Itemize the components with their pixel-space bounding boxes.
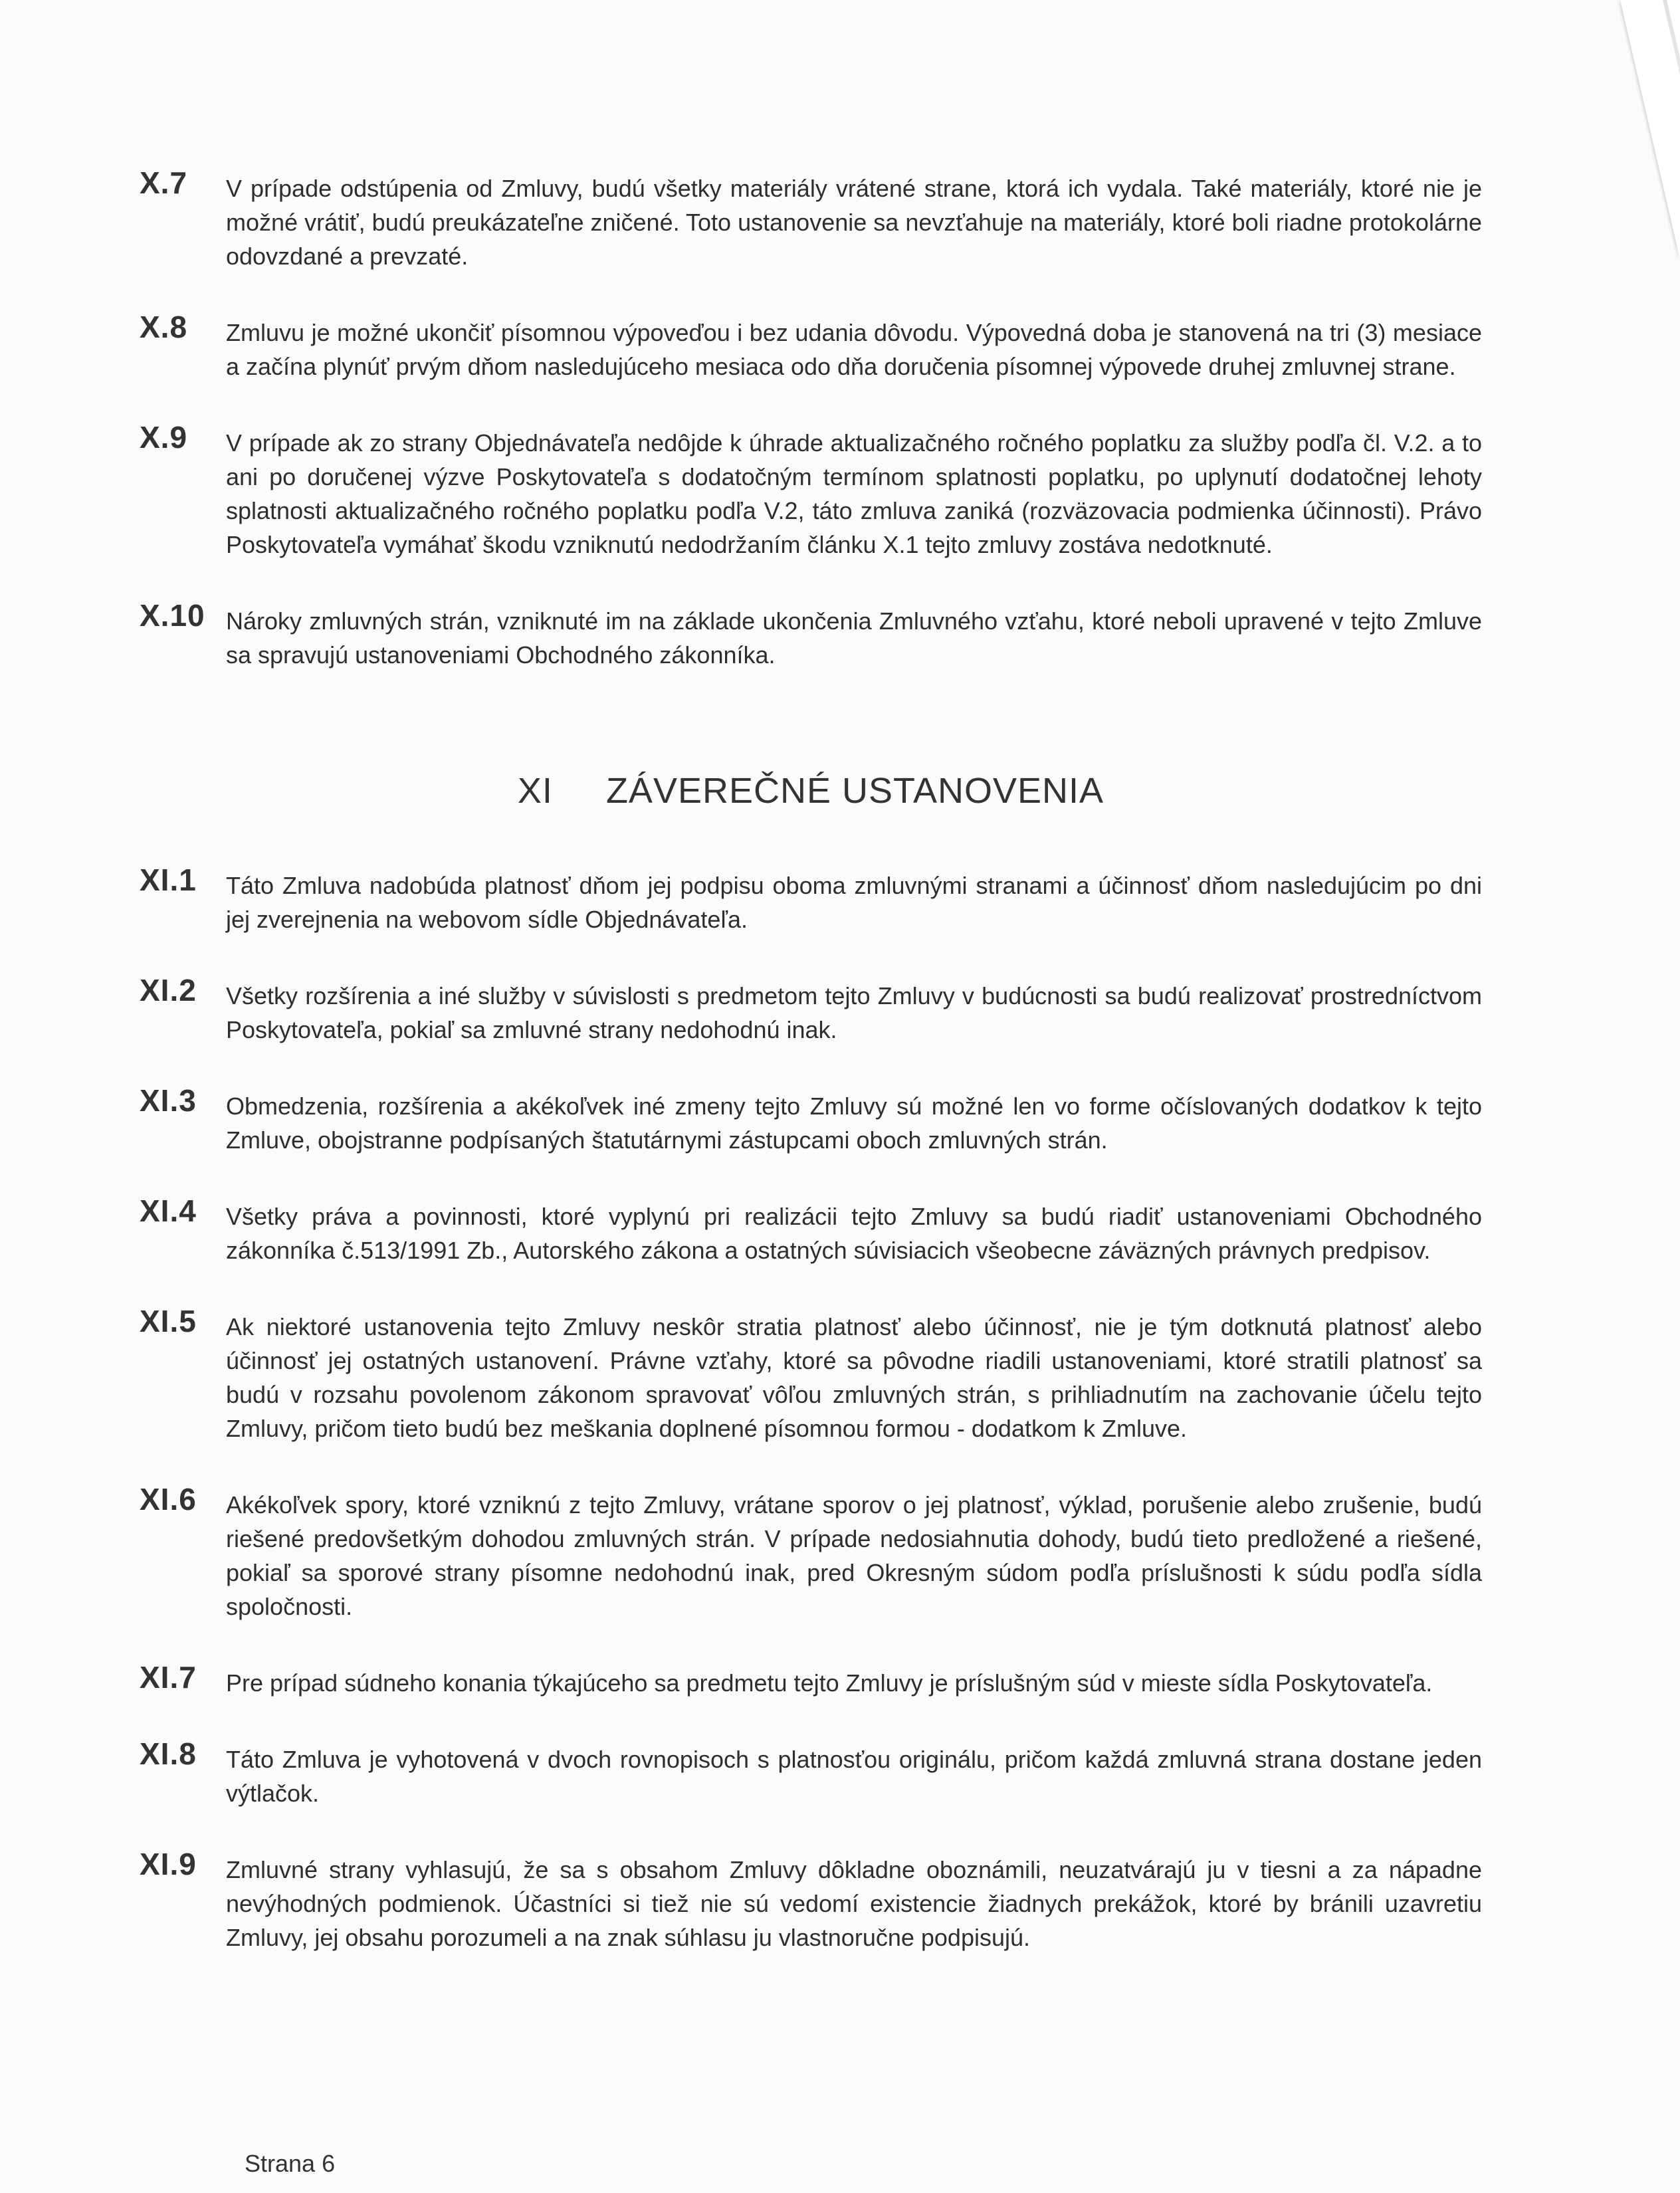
clause-text: Táto Zmluva je vyhotovená v dvoch rovnopisoch s platnosťou originálu, pričom každá zmluvná strana dostane jeden výtlačok. [226, 1746, 1482, 1807]
clause [140, 1482, 1482, 1623]
clause-text: Zmluvné strany vyhlasujú, že sa s obsahom Zmluvy dôkladne oboznámili, neuzatvárajú ju v tiesni a za nápadne nevýhodných podmienok. Účastníci si tiež nie sú vedomí existencie žiadnych prekážok, ktoré by bránili uzavretiu Zmluvy, jej obsahu porozumeli a na znak súhlasu ju vlastnoručne podpisujú. [226, 1856, 1482, 1951]
clause [140, 1847, 1482, 1954]
clause-number: XI.8 [140, 1736, 197, 1771]
clause-text: Všetky práva a povinnosti, ktoré vyplynú pri realizácii tejto Zmluvy sa budú riadiť ustanoveniami Obchodného zákonníka č.513/1991 Zb., Autorského zákona a ostatných súvisiacich všeobecne záväzných právnych predpisov. [226, 1203, 1482, 1264]
folded-corner [1620, 0, 1680, 259]
clause-text: Akékoľvek spory, ktoré vzniknú z tejto Zmluvy, vrátane sporov o jej platnosť, výklad, porušenie alebo zrušenie, budú riešené predovšetkým dohodou zmluvných strán. V prípade nedosiahnutia dohody, budú tieto predložené a riešené, pokiaľ sa sporové strany písomne nedohodnú inak, pred Okresným súdom podľa príslušnosti k súdu podľa sídla spoločnosti. [226, 1491, 1482, 1620]
clause-text: Všetky rozšírenia a iné služby v súvislosti s predmetom tejto Zmluvy v budúcnosti sa budú realizovať prostredníctvom Poskytovateľa, pokiaľ sa zmluvné strany nedohodnú inak. [226, 982, 1482, 1043]
article-xi-clauses [140, 863, 1482, 1954]
clause [140, 1304, 1482, 1445]
clause-number: XI.3 [140, 1083, 197, 1118]
clause [140, 310, 1482, 383]
clause-text: Pre prípad súdneho konania týkajúceho sa predmetu tejto Zmluvy je príslušným súd v mieste sídla Poskytovateľa. [226, 1669, 1433, 1697]
clause-number: XI.1 [140, 863, 197, 897]
clause-text: Táto Zmluva nadobúda platnosť dňom jej podpisu oboma zmluvnými stranami a účinnosť dňom nasledujúcim po dni jej zverejnenia na webovom sídle Objednávateľa. [226, 872, 1482, 933]
clause-text: V prípade ak zo strany Objednávateľa nedôjde k úhrade aktualizačného ročného poplatku za služby podľa čl. V.2. a to ani po doručenej výzve Poskytovateľa s dodatočným termínom splatnosti poplatku, po uplynutí dodatočnej lehoty splatnosti aktualizačného ročného poplatku podľa V.2, táto zmluva zaniká (rozväzovacia podmienka účinnosti). Právo Poskytovateľa vymáhať škodu vzniknutú nedodržaním článku X.1 tejto zmluvy zostáva nedotknuté. [226, 429, 1482, 558]
clause [140, 420, 1482, 562]
clause [140, 973, 1482, 1047]
clause [140, 165, 1482, 273]
clause-number: XI.7 [140, 1660, 197, 1695]
clause-number: XI.9 [140, 1847, 197, 1881]
clause [140, 598, 1482, 672]
page-number: Strana 6 [245, 2150, 336, 2177]
clause-number: X.7 [140, 165, 188, 200]
section-number: XI [517, 771, 553, 811]
clause-number: X.10 [140, 598, 205, 633]
clause-number: X.9 [140, 420, 188, 455]
clause-text: V prípade odstúpenia od Zmluvy, budú všetky materiály vrátené strane, ktorá ich vydala. Také materiály, ktoré nie je možné vrátiť, budú preukázateľne zničené. Toto ustanovenie sa nevzťahuje na materiály, ktoré boli riadne protokolárne odovzdané a prevzaté. [226, 175, 1482, 270]
clause-text: Zmluvu je možné ukončiť písomnou výpoveďou i bez udania dôvodu. Výpovedná doba je stanovená na tri (3) mesiace a začína plynúť prvým dňom nasledujúceho mesiaca odo dňa doručenia písomnej výpovede druhej zmluvnej strane. [226, 319, 1482, 380]
clause [140, 1736, 1482, 1810]
clause [140, 1083, 1482, 1157]
clause [140, 1660, 1482, 1700]
clause [140, 1194, 1482, 1267]
clause-number: XI.5 [140, 1304, 197, 1338]
clause-text: Obmedzenia, rozšírenia a akékoľvek iné zmeny tejto Zmluvy sú možné len vo forme očíslovaných dodatkov k tejto Zmluve, obojstranne podpísaných štatutárnymi zástupcami oboch zmluvných strán. [226, 1093, 1482, 1154]
section-heading [140, 770, 1482, 811]
clause-text: Ak niektoré ustanovenia tejto Zmluvy neskôr stratia platnosť alebo účinnosť, nie je tým dotknutá platnosť alebo účinnosť jej ostatných ustanovení. Právne vzťahy, ktoré sa pôvodne riadili ustanoveniami, ktoré stratili platnosť sa budú v rozsahu povolenom zákonom spravovať vôľou zmluvných strán, s prihliadnutím na zachovanie účelu tejto Zmluvy, pričom tieto budú bez meškania doplnené písomnou formou - dodatkom k Zmluve. [226, 1313, 1482, 1442]
document-body [140, 165, 1482, 1997]
section-title: ZÁVEREČNÉ USTANOVENIA [605, 771, 1104, 811]
clause-text: Nároky zmluvných strán, vzniknuté im na základe ukončenia Zmluvného vzťahu, ktoré neboli upravené v tejto Zmluve sa spravujú ustanoveniami Obchodného zákonníka. [226, 607, 1482, 669]
clause [140, 863, 1482, 936]
clause-number: X.8 [140, 310, 188, 344]
clause-number: XI.2 [140, 973, 197, 1007]
clause-number: XI.4 [140, 1194, 197, 1228]
clause-number: XI.6 [140, 1482, 197, 1516]
article-x-clauses [140, 165, 1482, 672]
